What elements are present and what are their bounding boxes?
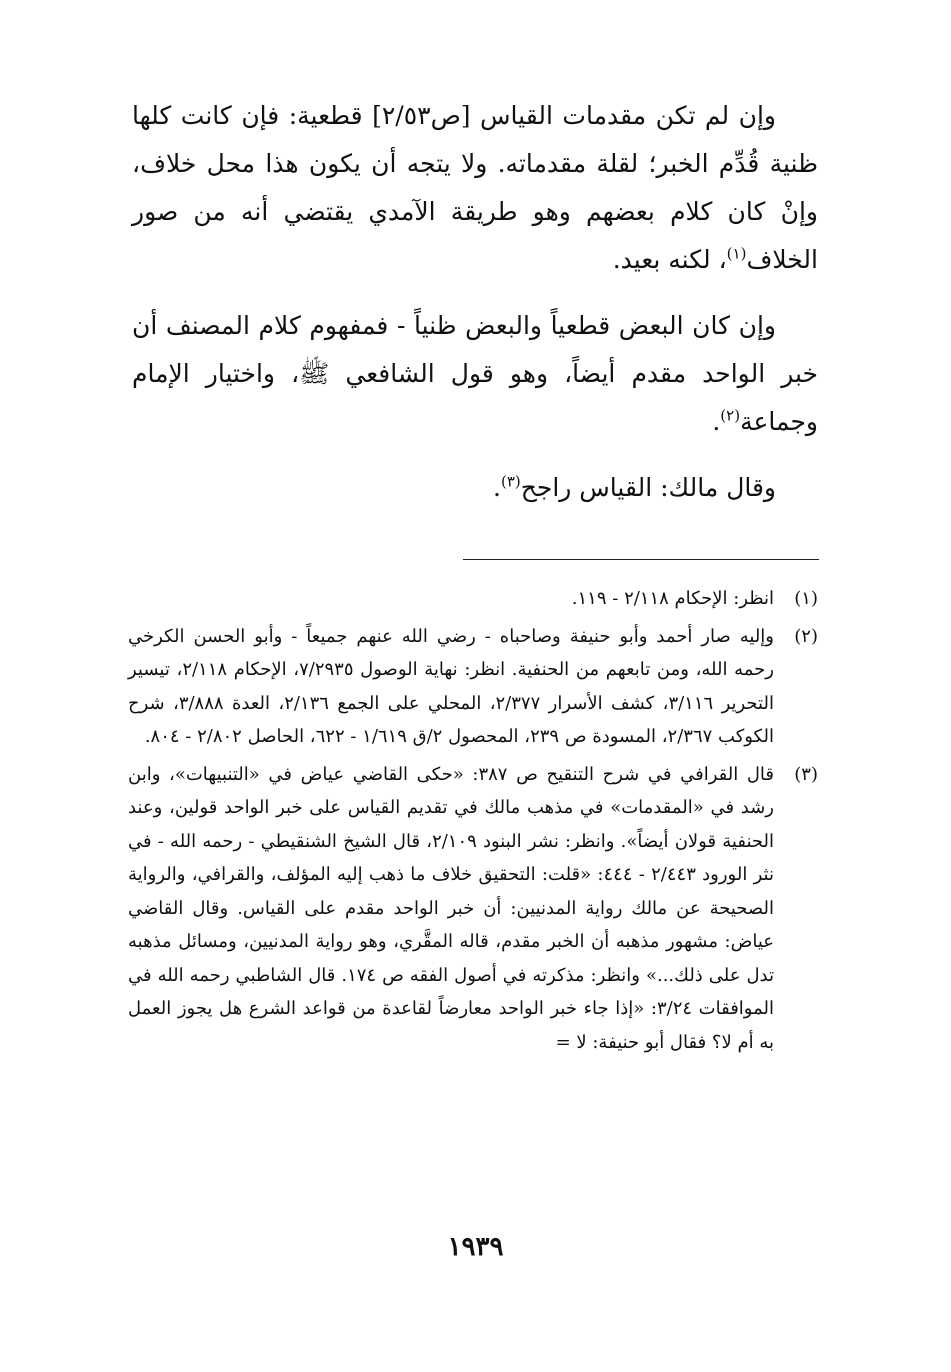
paragraph-1	[132, 92, 818, 284]
footnote-2	[128, 620, 818, 754]
paragraph-2-tail: .	[712, 407, 721, 436]
footnote-3	[128, 758, 818, 1060]
footnote-text: وإليه صار أحمد وأبو حنيفة وصاحباه - رضي الله عنهم جميعاً - وأبو الحسن الكرخي رحمه الله، ومن تابعهم من الحنفية. انظر: نهاية الوصول ٧/٢٩٣٥، الإحكام ٢/١١٨، تيسير التحرير ٣/١١٦، كشف الأسرار ٢/٣٧٧، المحلي على الجمع ٢/١٣٦، العدة ٣/٨٨٨، شرح الكوكب ٢/٣٦٧، المسودة ص ٢٣٩، المحصول ٢/ق ١/٦١٩ - ٦٢٢، الحاصل ٢/٨٠٢ - ٨٠٤.	[128, 625, 774, 747]
paragraph-2-text: وإن كان البعض قطعياً والبعض ظنياً - فمفهوم كلام المصنف أن خبر الواحد مقدم أيضاً، وهو قول الشافعي ﷺ، واختيار الإمام وجماعة	[132, 311, 818, 436]
footnote-ref-2[interactable]: (٢)	[720, 406, 741, 425]
footnote-ref-1[interactable]: (١)	[726, 244, 747, 263]
footnotes	[128, 582, 818, 1063]
footnote-text: انظر: الإحكام ٢/١١٨ - ١١٩.	[571, 588, 774, 609]
main-text	[132, 92, 818, 512]
footnote-1	[128, 582, 818, 616]
footnote-number: (٢)	[794, 625, 818, 647]
paragraph-2	[132, 302, 818, 446]
footnote-ref-3[interactable]: (٣)	[500, 472, 521, 491]
footnote-number: (٣)	[794, 763, 818, 785]
page-number: ١٩٣٩	[447, 1232, 504, 1262]
footnote-number: (١)	[794, 588, 818, 609]
paragraph-1-text: وإن لم تكن مقدمات القياس [ص٢/٥٣] قطعية: فإن كانت كلها ظنية قُدِّم الخبر؛ لقلة مقدماته. ولا يتجه أن يكون هذا محل خلاف، وإنْ كان كلام بعضهم وهو طريقة الآمدي يقتضي أنه من صور الخلاف	[132, 101, 818, 274]
paragraph-3-text: وقال مالك: القياس راجح	[520, 473, 776, 502]
paragraph-3	[132, 464, 818, 512]
footnote-separator	[463, 559, 819, 560]
paragraph-1-tail: ، لكنه بعيد.	[612, 245, 727, 274]
footnote-text: قال القرافي في شرح التنقيح ص ٣٨٧: «حكى القاضي عياض في «التنبيهات»، وابن رشد في «المقدمات» في مذهب مالك في تقديم القياس على خبر الواحد قولين، وعند الحنفية قولان أيضاً». وانظر: نشر البنود ٢/١٠٩، قال الشيخ الشنقيطي - رحمه الله - في نثر الورود ٢/٤٤٣ - ٤٤٤: «قلت: التحقيق خلاف ما ذهب إليه المؤلف، والقرافي، والرواية الصحيحة عن مالك رواية المدنيين: أن خبر الواحد مقدم على القياس. وقال القاضي عياض: مشهور مذهبه أن الخبر مقدم، قاله المقَّري، وهو رواية المدنيين، ومسائل مذهبه تدل على ذلك...» وانظر: مذكرته في أصول الفقه ص ١٧٤. قال الشاطبي رحمه الله في الموافقات ٣/٢٤: «إذا جاء خبر الواحد معارضاً لقاعدة من قواعد الشرع هل يجوز العمل به أم لا؟ فقال أبو حنيفة: لا =	[128, 763, 775, 1053]
paragraph-3-tail: .	[493, 473, 501, 502]
